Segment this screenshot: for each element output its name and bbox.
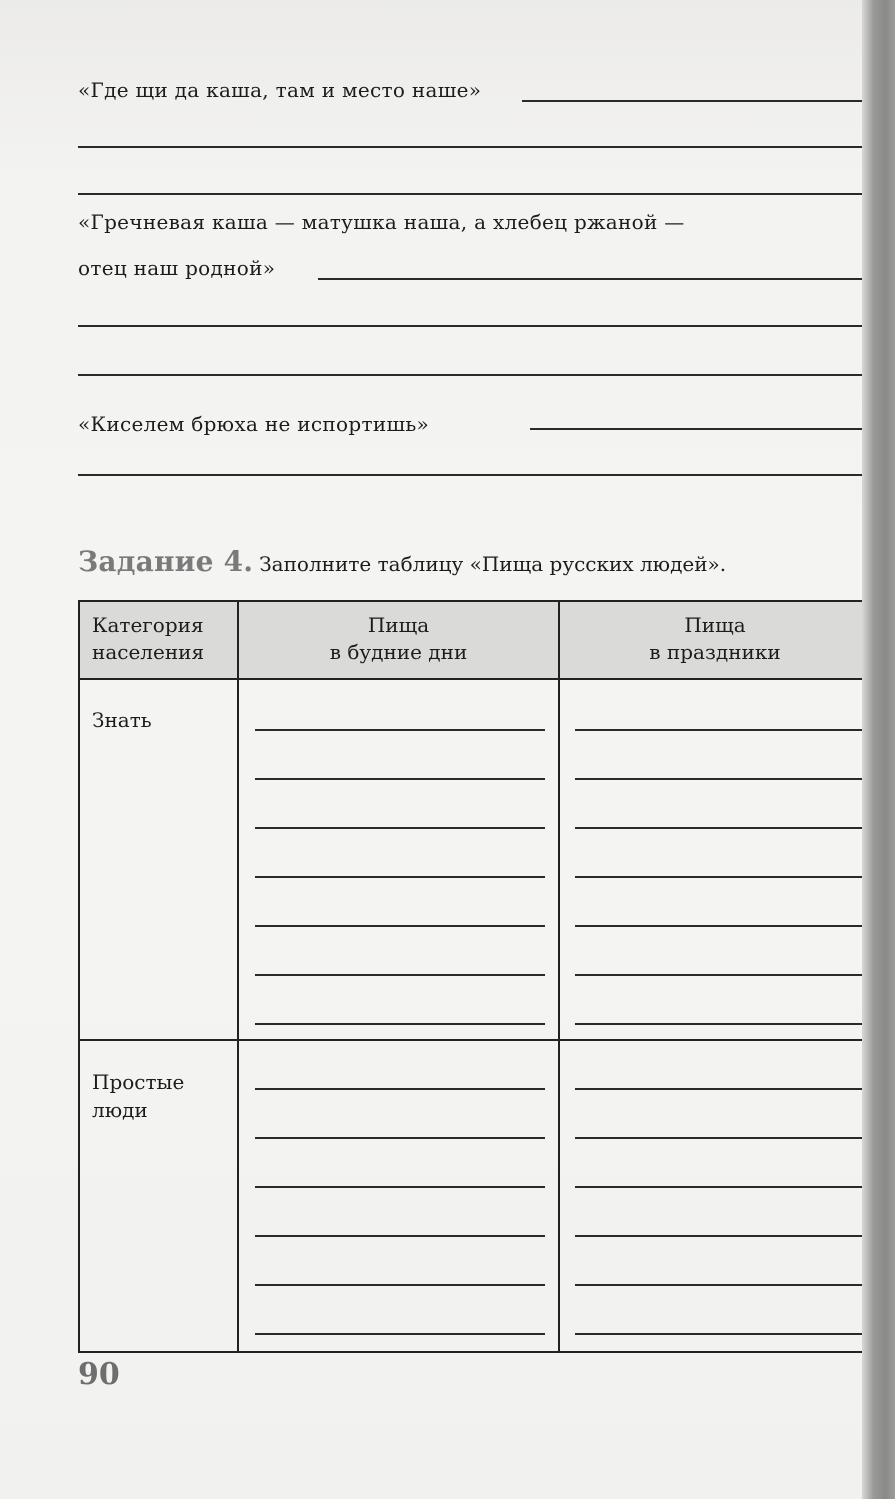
answer-line[interactable]: [255, 1137, 545, 1139]
proverb-3: «Киселем брюха не испортишь»: [78, 412, 430, 436]
header-weekday-line-2: в будние дни: [329, 640, 468, 664]
answer-line-proverb-1-c[interactable]: [78, 193, 870, 195]
answer-line[interactable]: [575, 1023, 865, 1025]
answer-line[interactable]: [255, 974, 545, 976]
book-binding-shadow: [862, 0, 895, 1499]
answer-line[interactable]: [255, 1284, 545, 1286]
answer-line-proverb-1-a[interactable]: [522, 100, 870, 102]
answer-line[interactable]: [575, 876, 865, 878]
answer-line[interactable]: [255, 876, 545, 878]
header-holiday-food: [560, 612, 870, 666]
answer-line-proverb-2-b[interactable]: [78, 325, 870, 327]
answer-line[interactable]: [575, 1235, 865, 1237]
answer-line[interactable]: [575, 1333, 865, 1335]
answer-line-proverb-3-a[interactable]: [530, 428, 870, 430]
answer-line[interactable]: [575, 778, 865, 780]
header-category-line-1: Категория: [92, 613, 204, 637]
header-category-line-2: населения: [92, 640, 205, 664]
answer-line[interactable]: [255, 1023, 545, 1025]
table-col-divider-1: [237, 600, 239, 1353]
answer-line-proverb-2-a[interactable]: [318, 278, 870, 280]
header-category: [92, 612, 204, 666]
task-instruction: Заполните таблицу «Пища русских людей».: [259, 552, 727, 576]
task-heading: [78, 545, 726, 578]
answer-line[interactable]: [255, 1186, 545, 1188]
header-weekday-line-1: Пища: [367, 613, 430, 637]
row-label-nobility: Знать: [92, 708, 152, 732]
proverb-2-line-2: отец наш родной»: [78, 256, 276, 280]
answer-line[interactable]: [575, 1137, 865, 1139]
header-holiday-line-1: Пища: [684, 613, 746, 637]
table-bottom-border: [78, 1351, 870, 1353]
answer-line[interactable]: [255, 1333, 545, 1335]
header-weekday-food: [239, 612, 558, 666]
answer-line[interactable]: [575, 729, 865, 731]
proverb-2-line-1: «Гречневая каша — матушка наша, а хлебец ржаной —: [78, 210, 685, 234]
table-col-divider-2: [558, 600, 560, 1353]
row-label-commoners: [92, 1068, 184, 1124]
header-holiday-line-2: в праздники: [649, 640, 781, 664]
row-label-commoners-line-1: Простые: [92, 1070, 185, 1094]
row-label-commoners-line-2: люди: [92, 1098, 148, 1122]
answer-line[interactable]: [255, 729, 545, 731]
answer-line-proverb-2-c[interactable]: [78, 374, 870, 376]
answer-line[interactable]: [255, 1235, 545, 1237]
proverb-1: «Где щи да каша, там и место наше»: [78, 78, 482, 102]
answer-line[interactable]: [575, 1284, 865, 1286]
answer-line-proverb-3-b[interactable]: [78, 474, 870, 476]
answer-line[interactable]: [575, 1186, 865, 1188]
answer-line[interactable]: [575, 1088, 865, 1090]
task-number: Задание 4.: [78, 545, 254, 578]
page-number: 90: [78, 1357, 120, 1392]
answer-line-proverb-1-b[interactable]: [78, 146, 870, 148]
answer-line[interactable]: [255, 827, 545, 829]
answer-line[interactable]: [255, 1088, 545, 1090]
table-header-bottom-border: [78, 678, 870, 680]
answer-line[interactable]: [575, 974, 865, 976]
answer-line[interactable]: [255, 778, 545, 780]
table-top-border: [78, 600, 870, 602]
table-left-border: [78, 600, 80, 1353]
answer-line[interactable]: [255, 925, 545, 927]
table-row-divider: [78, 1039, 870, 1041]
answer-line[interactable]: [575, 925, 865, 927]
answer-line[interactable]: [575, 827, 865, 829]
